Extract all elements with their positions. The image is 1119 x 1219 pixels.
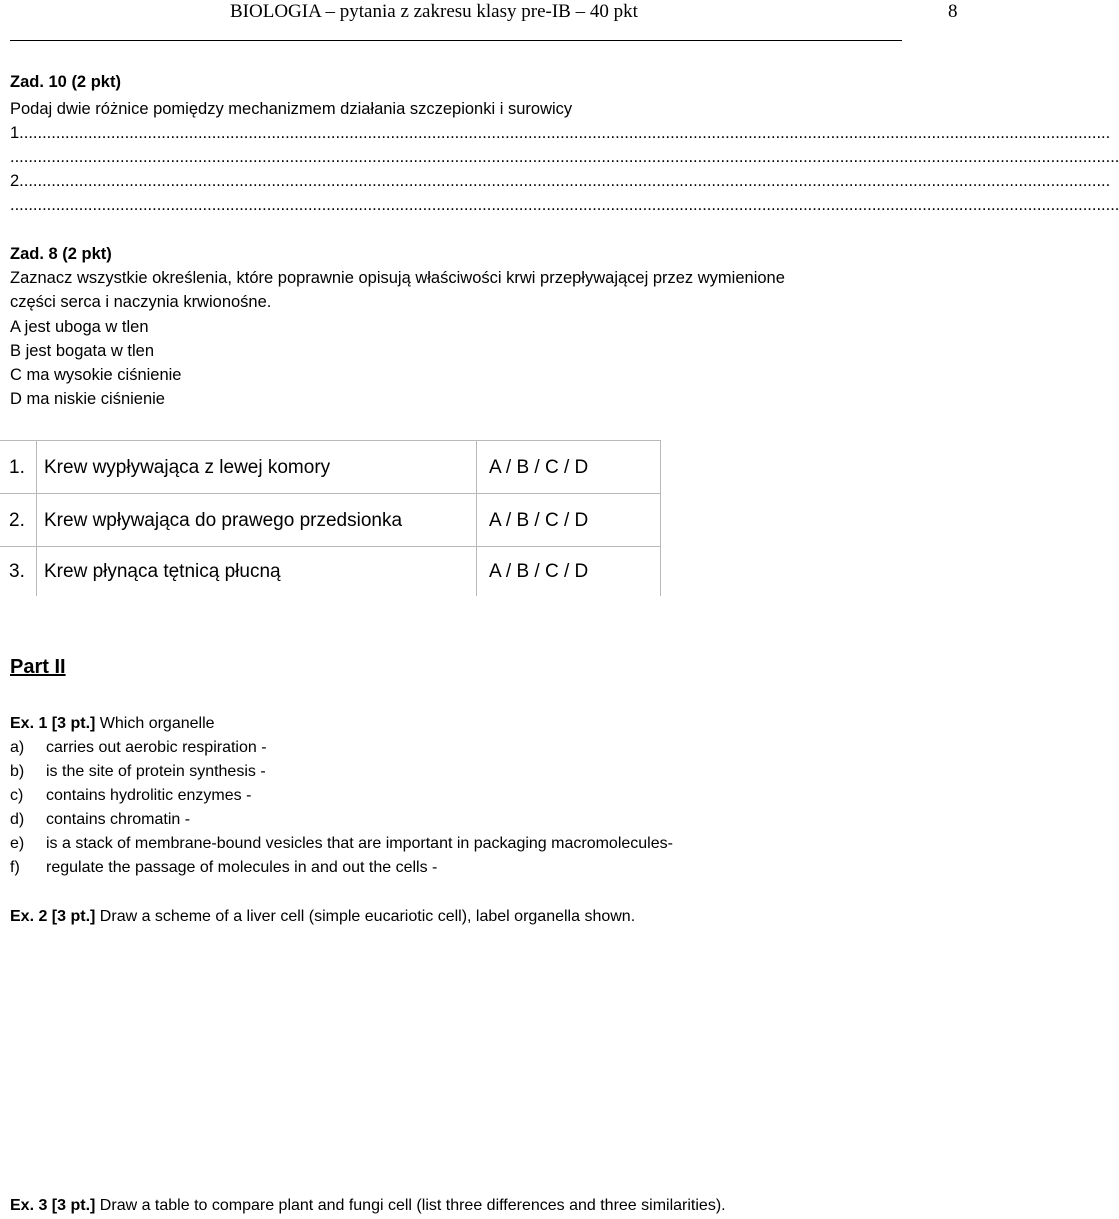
item-text: regulate the passage of molecules in and out the cells - [46,859,438,876]
item-text: contains hydrolitic enzymes - [46,787,252,804]
dotted-line: ............................................................................................................................................................................................................................................. [23,124,1111,142]
item-text: is a stack of membrane-bound vesicles that are important in packaging macromolecules- [46,835,673,852]
ex1-prompt [10,714,215,734]
zad10-answer-line-2-cont[interactable]: .................................................................................................................................................................................................................................................. [10,196,1119,214]
item-marker: b) [10,763,25,780]
ex3-prompt [10,1196,726,1216]
zad8-question-line-1: Zaznacz wszystkie określenia, które poprawnie opisują właściwości krwi przepływającej przez wymienione [10,269,785,287]
ex1-item-f [10,858,437,878]
table-row-label: Krew wpływająca do prawego przedsionka [44,510,403,531]
ex3-text: Draw a table to compare plant and fungi cell (list three differences and three similarities). [95,1197,726,1214]
header-title: BIOLOGIA – pytania z zakresu klasy pre-IB – 40 pkt [230,1,638,22]
zad8-option-b: B jest bogata w tlen [10,342,155,360]
table-row-num: 1. [9,457,25,478]
zad8-heading: Zad. 8 (2 pkt) [10,245,112,263]
zad10-answer-line-2[interactable] [10,171,1111,191]
table-row-num: 2. [9,510,25,531]
ex1-item-b [10,762,266,782]
zad8-question-line-2: części serca i naczynia krwionośne. [10,293,272,311]
ex1-item-d [10,810,190,830]
answer-1-prefix: 1. [10,124,24,142]
table-border [0,546,661,547]
table-row-label: Krew wypływająca z lewej komory [44,457,331,478]
item-marker: c) [10,787,24,804]
zad8-answer-table [0,440,661,596]
item-text: is the site of protein synthesis - [46,763,266,780]
zad10-question: Podaj dwie różnice pomiędzy mechanizmem działania szczepionki i surowicy [10,100,573,118]
header-rule [10,40,902,41]
table-border [0,440,661,441]
table-border [0,493,661,494]
ex1-text: Which organelle [95,715,215,732]
page-number: 8 [948,1,958,22]
ex2-label: Ex. 2 [3 pt.] [10,908,96,925]
zad10-heading: Zad. 10 (2 pkt) [10,73,121,91]
zad8-option-a: A jest uboga w tlen [10,318,149,336]
item-marker: e) [10,835,25,852]
zad8-option-d: D ma niskie ciśnienie [10,390,165,408]
zad10-answer-line-1[interactable] [10,123,1111,143]
part-2-heading: Part II [10,656,66,678]
table-row-num: 3. [9,561,25,582]
page-header [0,0,960,26]
ex3-label: Ex. 3 [3 pt.] [10,1197,96,1214]
ex1-item-c [10,786,251,806]
table-border [660,440,661,596]
ex2-text: Draw a scheme of a liver cell (simple eucariotic cell), label organella shown. [95,908,636,925]
table-border [476,440,477,596]
item-marker: f) [10,859,20,876]
table-row-choices[interactable]: A / B / C / D [489,457,589,478]
item-marker: a) [10,739,25,756]
ex1-item-e [10,834,673,854]
table-border [36,440,37,596]
dotted-line: ............................................................................................................................................................................................................................................. [23,172,1111,190]
zad10-answer-line-1-cont[interactable]: .................................................................................................................................................................................................................................................. [10,148,1119,166]
table-row-label: Krew płynąca tętnicą płucną [44,561,281,582]
item-text: carries out aerobic respiration - [46,739,267,756]
zad8-option-c: C ma wysokie ciśnienie [10,366,182,384]
table-row-choices[interactable]: A / B / C / D [489,510,589,531]
table-row-choices[interactable]: A / B / C / D [489,561,589,582]
answer-2-prefix: 2. [10,172,24,190]
ex1-item-a [10,738,267,758]
ex1-label: Ex. 1 [3 pt.] [10,715,96,732]
ex2-prompt [10,907,635,927]
item-text: contains chromatin - [46,811,191,828]
item-marker: d) [10,811,25,828]
